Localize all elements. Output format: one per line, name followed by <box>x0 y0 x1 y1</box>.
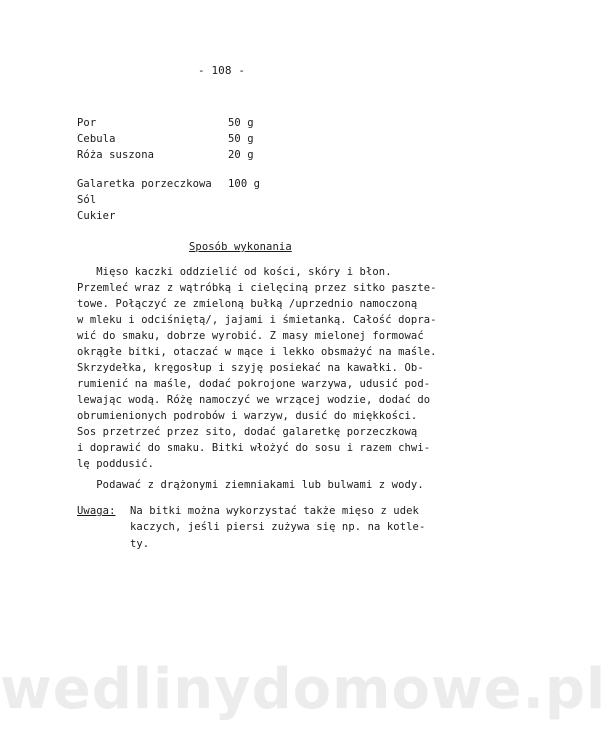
note-label: Uwaga: <box>77 505 116 517</box>
note-line: kaczych, jeśli piersi zużywa się np. na kotle- <box>130 521 426 533</box>
watermark: wedlinydomowe.pl <box>0 657 606 722</box>
section-heading: Sposób wykonania <box>189 241 292 253</box>
ingredient-name: Sól <box>77 194 97 206</box>
note-line: ty. <box>130 538 150 550</box>
body-line: Skrzydełka, kręgosłup i szyję posiekać na kawałki. Ob- <box>77 362 424 374</box>
body-line: wić do smaku, dobrze wyrobić. Z masy mielonej formować <box>77 330 424 342</box>
body-line: w mleku i odciśniętą/, jajami i śmietanką. Całość dopra- <box>77 314 437 326</box>
note-line: Na bitki można wykorzystać także mięso z udek <box>130 505 419 517</box>
body-line: okrągłe bitki, otaczać w mące i lekko obsmażyć na maśle. <box>77 346 437 358</box>
body-line: rumienić na maśle, dodać pokrojone warzywa, udusić pod- <box>77 378 431 390</box>
body-line: towe. Połączyć ze zmieloną bułką /uprzednio namoczoną <box>77 298 418 310</box>
body-line: lę poddusić. <box>77 458 155 470</box>
body-line: obrumienionych podrobów i warzyw, dusić do miękkości. <box>77 410 418 422</box>
body-line: lewając wodą. Różę namoczyć we wrzącej wodzie, dodać do <box>77 394 431 406</box>
body-line: Mięso kaczki oddzielić od kości, skóry i błon. <box>77 266 392 278</box>
body-line: Przemleć wraz z wątróbką i cielęciną przez sitko paszte- <box>77 282 437 294</box>
body-line: Sos przetrzeć przez sito, dodać galaretkę porzeczkową <box>77 426 418 438</box>
page-number: - 108 - <box>198 64 246 77</box>
ingredient-name: Cukier <box>77 210 116 222</box>
ingredient-name: Por <box>77 117 97 129</box>
body-line: i doprawić do smaku. Bitki włożyć do sosu i razem chwi- <box>77 442 431 454</box>
ingredient-name: Róża suszona <box>77 149 155 161</box>
ingredient-qty: 100 g <box>228 178 261 190</box>
ingredient-qty: 50 g <box>228 117 254 129</box>
ingredient-qty: 50 g <box>228 133 254 145</box>
ingredient-qty: 20 g <box>228 149 254 161</box>
ingredient-name: Cebula <box>77 133 116 145</box>
ingredient-name: Galaretka porzeczkowa <box>77 178 212 190</box>
body-line: Podawać z drążonymi ziemniakami lub bulwami z wody. <box>77 479 424 491</box>
